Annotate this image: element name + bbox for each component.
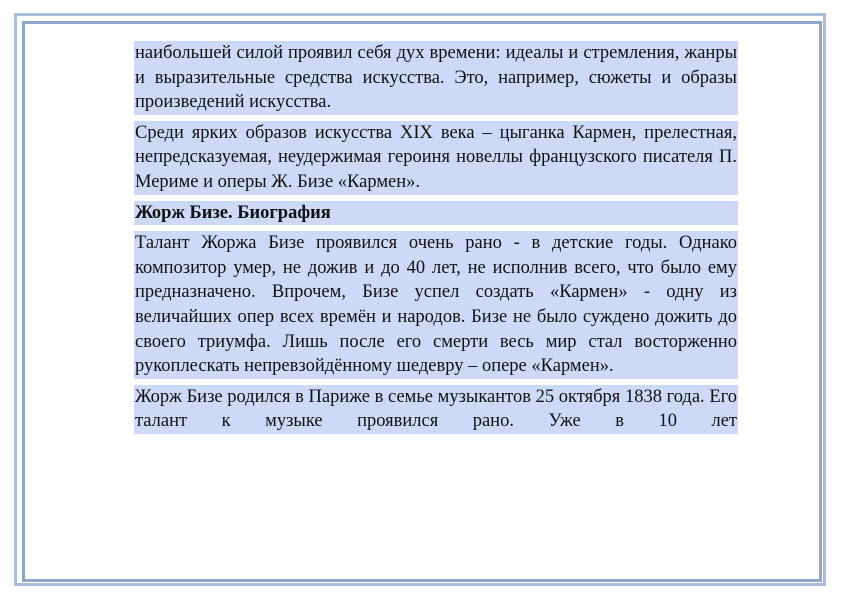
section-heading-biography: Жорж Бизе. Биография	[134, 201, 738, 226]
document-text-block	[134, 41, 738, 434]
paragraph-talent: Талант Жоржа Бизе проявился очень рано - в детские годы. Однако композитор умер, не дожив и до 40 лет, не исполнив всего, что было ему предназначено. Впрочем, Бизе успел создать «Кармен» - одну из величайших опер всех времён и народов. Бизе не было суждено дожить до своего триумфа. Лишь после его смерти весь мир стал восторженно рукоплескать непревзойдённому шедевру – опере «Кармен».	[134, 231, 738, 379]
paragraph-carmen-image: Среди ярких образов искусства XIX века – цыганка Кармен, прелестная, непредсказуемая, неудержимая героиня новеллы французского писателя П. Мериме и оперы Ж. Бизе «Кармен».	[134, 121, 738, 195]
paragraph-birth: Жорж Бизе родился в Париже в семье музыкантов 25 октября 1838 года. Его талант к музыке проявился рано. Уже в 10 лет	[134, 385, 738, 434]
paragraph-intro: наибольшей силой проявил себя дух времени: идеалы и стремления, жанры и выразительные средства искусства. Это, например, сюжеты и образы произведений искусства.	[134, 41, 738, 115]
